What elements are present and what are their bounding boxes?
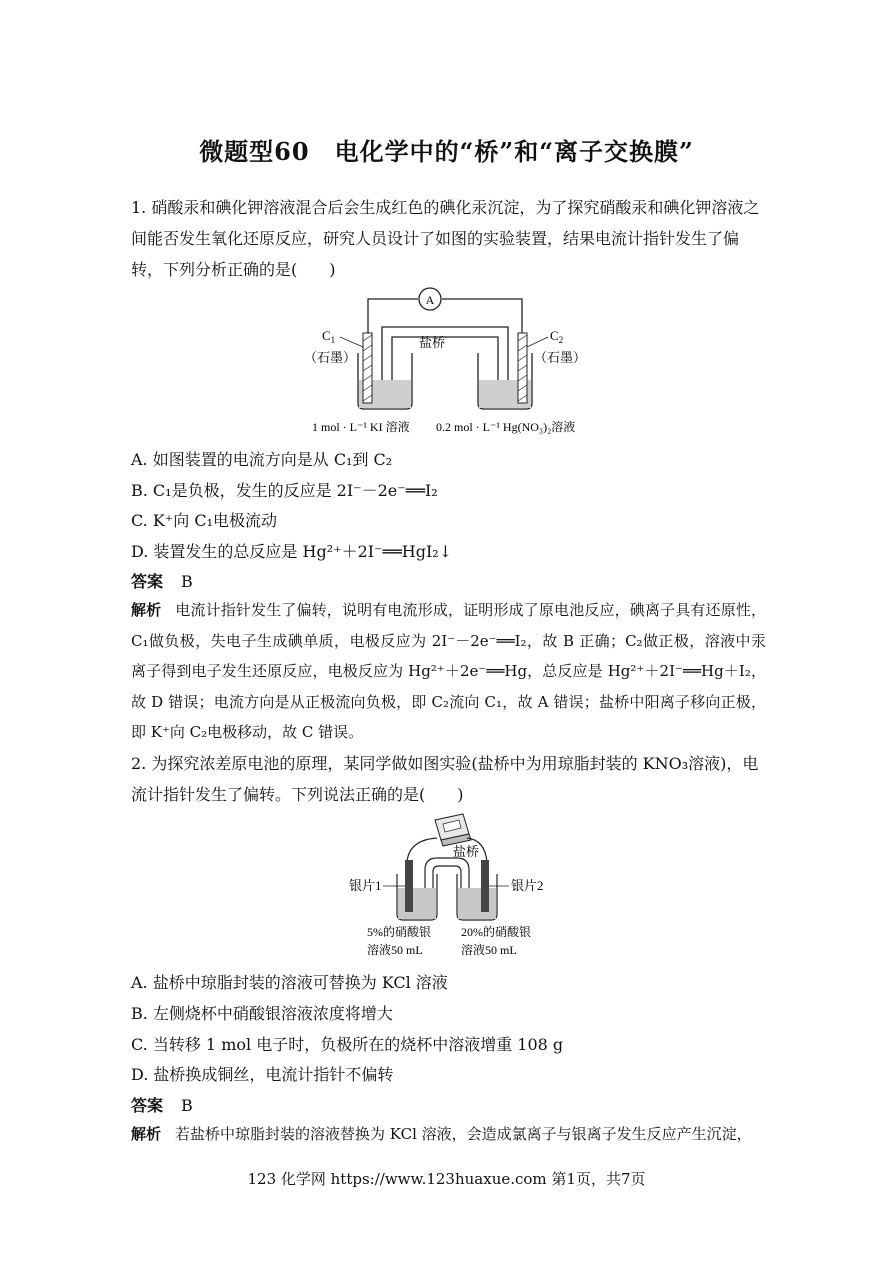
- page-footer: 123 化学网 https://www.123huaxue.com 第1页，共7页: [247, 1170, 646, 1188]
- explanation-label: 解析: [131, 601, 162, 619]
- q2-option-d: D. 盐桥换成铜丝，电流计指针不偏转: [131, 1065, 394, 1084]
- q2-option-c: C. 当转移 1 mol 电子时，负极所在的烧杯中溶液增重 108 g: [131, 1035, 564, 1054]
- q1-figure: [300, 285, 600, 440]
- q2-figure: [345, 812, 555, 960]
- svg-text:溶液50 mL: 溶液50 mL: [367, 943, 423, 957]
- q1-stem: 1. 硝酸汞和碘化钾溶液混合后会生成红色的碘化汞沉淀，为了探究硝酸汞和碘化钾溶液之间能否发生氧化还原反应，研究人员设计了如图的实验装置，结果电流计指针发生了偏转，下列分析正确的是( ): [131, 198, 760, 279]
- svg-text:溶液50 mL: 溶液50 mL: [461, 943, 517, 957]
- q1-explanation: [131, 595, 766, 748]
- svg-text:A: A: [425, 293, 435, 307]
- svg-text:C1: $C_1$: [322, 328, 336, 345]
- page-title: 微题型60 电化学中的“桥”和“离子交换膜”: [199, 137, 694, 166]
- svg-text:银片2: 银片2: [511, 878, 544, 893]
- explanation-label: 解析: [131, 1125, 162, 1143]
- explanation-text: 若盐桥中琼脂封装的溶液替换为 KCl 溶液，会造成氯离子与银离子发生反应产生沉淀，: [175, 1125, 752, 1143]
- q1-option-a: A. 如图装置的电流方向是从 C₁到 C₂: [131, 450, 393, 469]
- svg-text:1 mol · L⁻¹ KI 溶液: 1 mol · L⁻¹ KI 溶液: [312, 420, 410, 434]
- q1-answer: [131, 569, 193, 592]
- explanation-text: 电流计指针发生了偏转，说明有电流形成，证明形成了原电池反应，碘离子具有还原性，C₁做负极，失电子生成碘单质，电极反应为 2I⁻－2e⁻══I₂，故 B 正确；C₂做正极，溶液中汞离子得到电子发生还原反应，电极反应为 Hg²⁺＋2e⁻══Hg，总反应是 Hg²⁺＋2I⁻══Hg＋I₂，故 D 错误；电流方向是从正极流向负极，即 C₂流向 C₁，故 A 错误；盐桥中阳离子移向正极，即 K⁺向 C₂电极移动，故 C 错误。: [131, 601, 766, 741]
- answer-label: 答案: [131, 572, 164, 591]
- answer-label: 答案: [131, 1096, 164, 1115]
- q2-answer: [131, 1093, 193, 1116]
- galvanometer-icon: [435, 814, 471, 846]
- q2-option-b: B. 左侧烧杯中硝酸银溶液浓度将增大: [131, 1004, 393, 1023]
- q2-explanation: [131, 1119, 766, 1150]
- q2-stem: 2. 为探究浓差原电池的原理，某同学做如图实验(盐桥中为用琼脂封装的 KNO₃溶液)，电流计指针发生了偏转。下列说法正确的是( ): [131, 754, 759, 804]
- svg-text:5%的硝酸银: 5%的硝酸银: [367, 925, 431, 939]
- svg-text:银片1: 银片1: [349, 878, 382, 893]
- svg-text:C2: $C_2$: [550, 328, 564, 345]
- svg-text:盐桥: 盐桥: [418, 335, 446, 350]
- svg-text:20%的硝酸银: 20%的硝酸银: [461, 925, 531, 939]
- answer-value: B: [181, 572, 193, 591]
- q1-option-d: D. 装置发生的总反应是 Hg²⁺＋2I⁻══HgI₂↓: [131, 542, 453, 561]
- svg-text:0.2 mol · L⁻¹ Hg(NO₃)₂溶液: 0.2 mol · L⁻¹ Hg(NO₃)₂溶液: [436, 420, 576, 434]
- q1-option-b: B. C₁是负极，发生的反应是 2I⁻－2e⁻══I₂: [131, 481, 438, 500]
- svg-text:（石墨）: （石墨）: [304, 350, 357, 365]
- q2-option-a: A. 盐桥中琼脂封装的溶液可替换为 KCl 溶液: [131, 973, 448, 992]
- svg-text:（石墨）: （石墨）: [534, 350, 587, 365]
- answer-value: B: [181, 1096, 193, 1115]
- q1-option-c: C. K⁺向 C₁电极流动: [131, 511, 277, 530]
- svg-text:盐桥: 盐桥: [453, 844, 480, 859]
